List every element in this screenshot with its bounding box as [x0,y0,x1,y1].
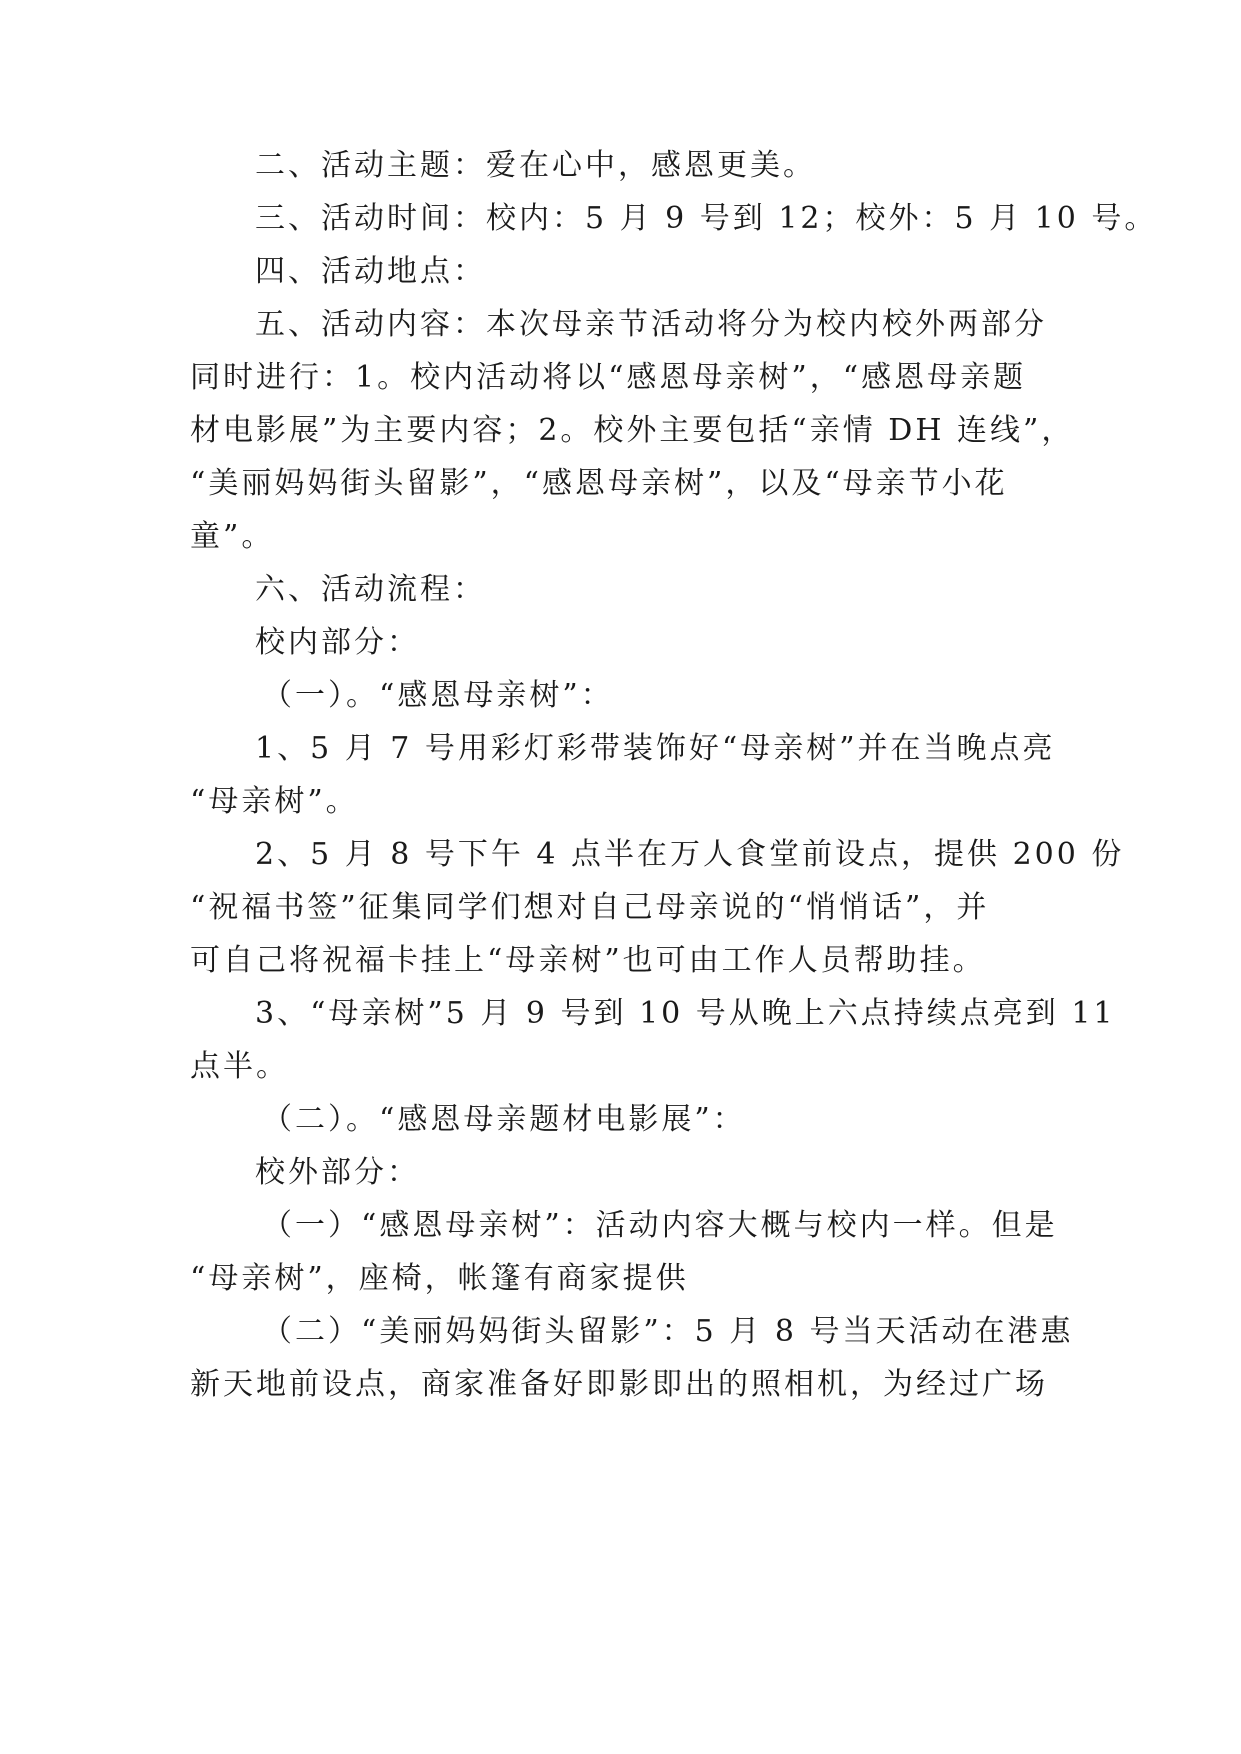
on-campus-item-1-heading: （一）。“感恩母亲树”： [262,678,614,713]
section-5-content-line-3: 材电影展”为主要内容；2。校外主要包括“亲情 DH 连线”， [190,413,1075,448]
section-3-time: 三、活动时间：校内：5 月 9 号到 12；校外：5 月 10 号。 [255,201,1158,236]
step-2-line-1: 2、5 月 8 号下午 4 点半在万人食堂前设点，提供 200 份 [255,837,1125,872]
section-4-location: 四、活动地点： [255,254,486,289]
step-1-line-2: “母亲树”。 [190,784,359,819]
off-campus-item-1-line-1: （一）“感恩母亲树”：活动内容大概与校内一样。但是 [262,1208,1058,1243]
step-3-line-1: 3、“母亲树”5 月 9 号到 10 号从晚上六点持续点亮到 11 [255,996,1116,1031]
section-2-theme: 二、活动主题：爱在心中，感恩更美。 [255,148,816,183]
step-1-line-1: 1、5 月 7 号用彩灯彩带装饰好“母亲树”并在当晚点亮 [255,731,1056,766]
step-2-line-2: “祝福书签”征集同学们想对自己母亲说的“悄悄话”，并 [190,890,990,925]
off-campus-heading: 校外部分： [255,1155,420,1190]
off-campus-item-2-line-1: （二）“美丽妈妈街头留影”：5 月 8 号当天活动在港惠 [262,1314,1074,1349]
section-5-content-line-4: “美丽妈妈街头留影”，“感恩母亲树”，以及“母亲节小花 [190,466,1008,501]
step-3-line-2: 点半。 [190,1049,289,1084]
step-2-line-3: 可自己将祝福卡挂上“母亲树”也可由工作人员帮助挂。 [190,943,986,978]
off-campus-item-1-line-2: “母亲树”，座椅，帐篷有商家提供 [190,1261,689,1296]
on-campus-heading: 校内部分： [255,625,420,660]
section-5-content-line-5: 童”。 [190,519,275,554]
section-5-content-line-1: 五、活动内容：本次母亲节活动将分为校内校外两部分 [255,307,1047,342]
section-5-content-line-2: 同时进行：1。校内活动将以“感恩母亲树”，“感恩母亲题 [190,360,1027,395]
off-campus-item-2-line-2: 新天地前设点，商家准备好即影即出的照相机，为经过广场 [190,1367,1048,1402]
section-6-process-heading: 六、活动流程： [255,572,486,607]
on-campus-item-2-heading: （二）。“感恩母亲题材电影展”： [262,1102,746,1137]
